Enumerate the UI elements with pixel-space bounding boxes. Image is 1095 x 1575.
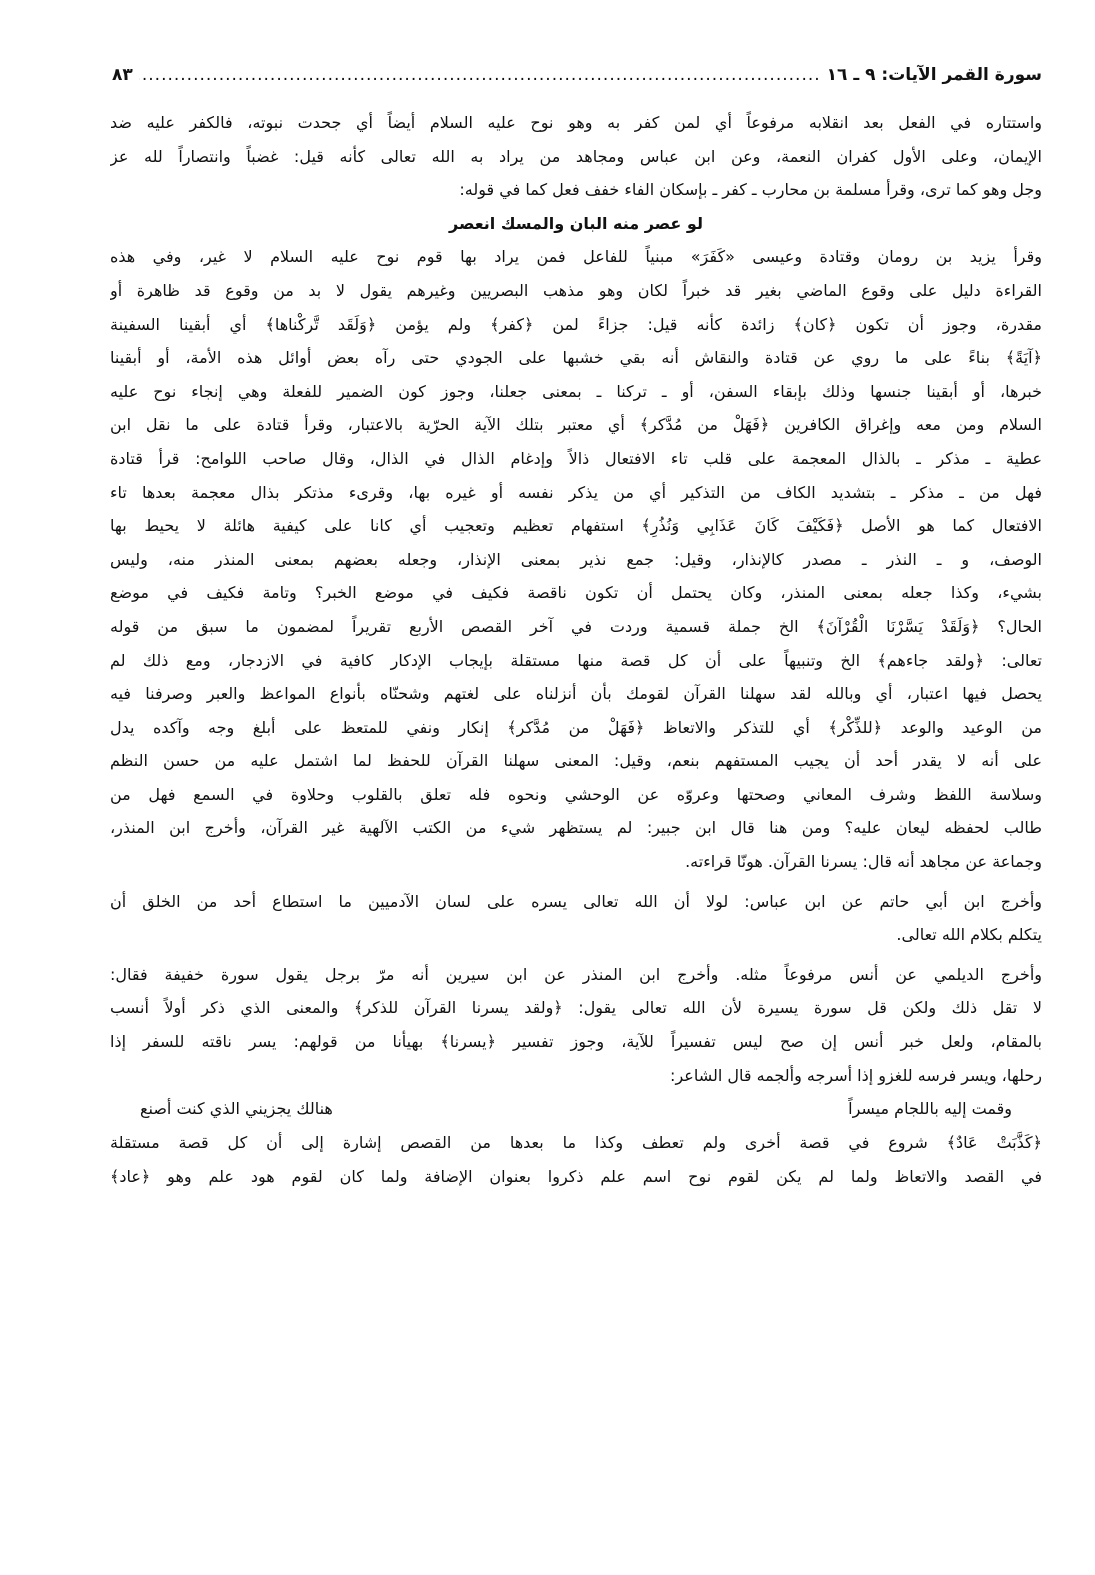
text-line: على أنه لا يقدر أحد أن يجيب المستفهم بنعم، وقيل: المعنى سهلنا القرآن للحفظ لما اشتمل عليه من حسن النظم xyxy=(110,751,1042,771)
text-line: عطية ـ مذكر ـ بالذال المعجمة على قلب تاء الافتعال ذالاً وإدغام الذال في الذال، وقال صاحب اللوامح: قرأ قتادة xyxy=(110,448,1042,468)
page-number: ٨٣ xyxy=(112,65,133,85)
text-line: وجل وهو كما ترى، وقرأ مسلمة بن محارب ـ كفر ـ بإسكان الفاء خفف فعل كما في قوله: xyxy=(459,180,1042,200)
page-body xyxy=(110,106,1042,1193)
text-line: السلام ومن معه وإغراق الكافرين ﴿فَهَلْ من مُدَّكر﴾ أي معتبر بتلك الآية الحرّية بالاعتبار، وقرأ قتادة على ما نقل ابن xyxy=(110,415,1042,435)
text-line: الافتعال كما هو الأصل ﴿فَكَيْفَ كَانَ عَذَابِي وَنُذُرِ﴾ استفهام تعظيم وتعجيب أي كانا على كيفية هائلة لا يحيط بها xyxy=(110,516,1042,536)
text-line: وأخرج ابن أبي حاتم عن ابن عباس: لولا أن الله تعالى يسره على لسان الآدميين ما استطاع أحد من الخلق أن xyxy=(110,891,1042,911)
text-line: وأخرج الديلمي عن أنس مرفوعاً مثله. وأخرج ابن المنذر عن ابن سيرين أنه مرّ برجل يقول سورة خفيفة فقال: xyxy=(110,964,1042,984)
text-line: لا تقل ذلك ولكن قل سورة يسيرة لأن الله تعالى يقول: ﴿ولقد يسرنا القرآن للذكر﴾ والمعنى الذي ذكر أولاً أنسب xyxy=(110,998,1042,1018)
text-line: الإيمان، وعلى الأول كفران النعمة، وعن ابن عباس ومجاهد من يراد به الله تعالى كأنه قيل: غضباً وانتصاراً لله عز xyxy=(110,146,1042,166)
text-line: تعالى: ﴿ولقد جاءهم﴾ الخ وتنبيهاً على أن كل قصة منها مستقلة بإيجاب الإدكار كافية في الازدجار، ومع ذلك لم xyxy=(110,650,1042,670)
text-line: طالب لحفظه ليعان عليه؟ ومن هنا قال ابن جبير: لم يستظهر شيء من الكتب الآلهية غير القرآن، وأخرج ابن المنذر، xyxy=(110,818,1042,838)
poem-first-hemistich: وقمت إليه باللجام ميسراً xyxy=(848,1099,1012,1119)
text-line: الحال؟ ﴿وَلَقَدْ يَسَّرْنَا الْقُرْآنَ﴾ الخ جملة قسمية وردت في آخر القصص الأربع تقريراً لمضمون ما سبق من قوله xyxy=(110,616,1042,636)
header-title: سورة القمر الآيات: ٩ ـ ١٦ xyxy=(826,65,1042,85)
header-leader-dots xyxy=(139,65,821,85)
poem-verse xyxy=(110,1092,1042,1126)
text-line: بشيء، وكذا جعله بمعنى المنذر، وكان يحتمل أن تكون ناقصة فكيف في موضع الخبر؟ وتامة فكيف في موضع xyxy=(110,583,1042,603)
text-line: يتكلم بكلام الله تعالى. xyxy=(896,925,1042,945)
text-line: وجماعة عن مجاهد أنه قال: يسرنا القرآن. هونّا قراءته. xyxy=(685,852,1042,872)
text-line: ﴿آيَةً﴾ بناءً على ما روي عن قتادة والنقاش أنه بقي خشبها على الجودي حتى رآه بعض أوائل هذه الأمة، أو أبقينا xyxy=(110,348,1042,368)
text-line: بالمقام، ولعل خبر أنس إن صح ليس تفسيراً للآية، وجوز تفسير ﴿يسرنا﴾ بهيأنا من قولهم: يسر ناقته للسفر إذا xyxy=(110,1032,1042,1052)
text-line: وقرأ يزيد بن رومان وقتادة وعيسى «كَفَرَ» مبنياً للفاعل فمن يراد بها قوم نوح عليه السلام لا غير، وفي هذه xyxy=(110,247,1042,267)
text-line: في القصد والاتعاظ ولما لم يكن لقوم نوح اسم علم ذكروا بعنوان الإضافة ولما كان لقوم هود علم وهو ﴿عاد﴾ xyxy=(110,1166,1042,1186)
text-line: القراءة دليل على وقوع الماضي بغير قد خبراً لكان وهو مذهب البصريين وغيرهم يقول لا بد من وقوع قد ظاهرة أو xyxy=(110,280,1042,300)
text-line: ﴿كَذَّبَتْ عَادٌ﴾ شروع في قصة أخرى ولم تعطف وكذا ما بعدها من القصص إشارة إلى أن كل قصة مستقلة xyxy=(110,1133,1042,1153)
text-line: وسلاسة اللفظ وشرف المعاني وصحتها وعروّه عن الوحشي ونحوه فله تعلق بالقلوب وحلاوة في السمع فهل من xyxy=(110,784,1042,804)
running-header xyxy=(112,58,1042,92)
poem-second-hemistich: هنالك يجزيني الذي كنت أصنع xyxy=(140,1099,333,1119)
text-line: واستتاره في الفعل بعد انقلابه مرفوعاً أي لمن كفر به وهو نوح عليه السلام أيضاً أي جحدت نبوته، فالكفر عليه ضد xyxy=(110,113,1042,132)
text-line: يحصل فيها اعتبار، أي وبالله لقد سهلنا القرآن لقومك بأن أنزلناه على لغتهم وشحنّاه بأنواع المواعظ والعبر وصرفنا فيه xyxy=(110,684,1042,704)
text-line: الوصف، و ـ النذر ـ مصدر كالإنذار، وقيل: جمع نذير بمعنى الإنذار، وجعله بعضهم بمعنى المنذر منه، وليس xyxy=(110,549,1042,569)
text-line: رحلها، ويسر فرسه للغزو إذا أسرجه وألجمه قال الشاعر: xyxy=(670,1065,1042,1085)
verse-line: لو عصر منه البان والمسك انعصر xyxy=(449,213,703,233)
text-line: خبرها، أو أبقينا جنسها وذلك بإبقاء السفن، أو ـ تركنا ـ بمعنى جعلنا، وجوز كون الضمير للفعلة وهي إنجاء نوح عليه xyxy=(110,381,1042,401)
text-line: فهل من ـ مذكر ـ بتشديد الكاف من التذكير أي من يذكر نفسه أو غيره بها، وقرىء مذتكر بذال معجمة بعدها تاء xyxy=(110,482,1042,502)
text-line: من الوعيد والوعد ﴿للذِّكْر﴾ أي للتذكر والاتعاظ ﴿فَهَلْ من مُدَّكر﴾ إنكار ونفي للمتعظ على أبلغ وجه وآكده يدل xyxy=(110,717,1042,737)
text-line: مقدرة، وجوز أن تكون ﴿كان﴾ زائدة كأنه قيل: جزاءً لمن ﴿كفر﴾ ولم يؤمن ﴿وَلَقَد تَّركْناها﴾ أي أبقينا السفينة xyxy=(110,314,1042,334)
